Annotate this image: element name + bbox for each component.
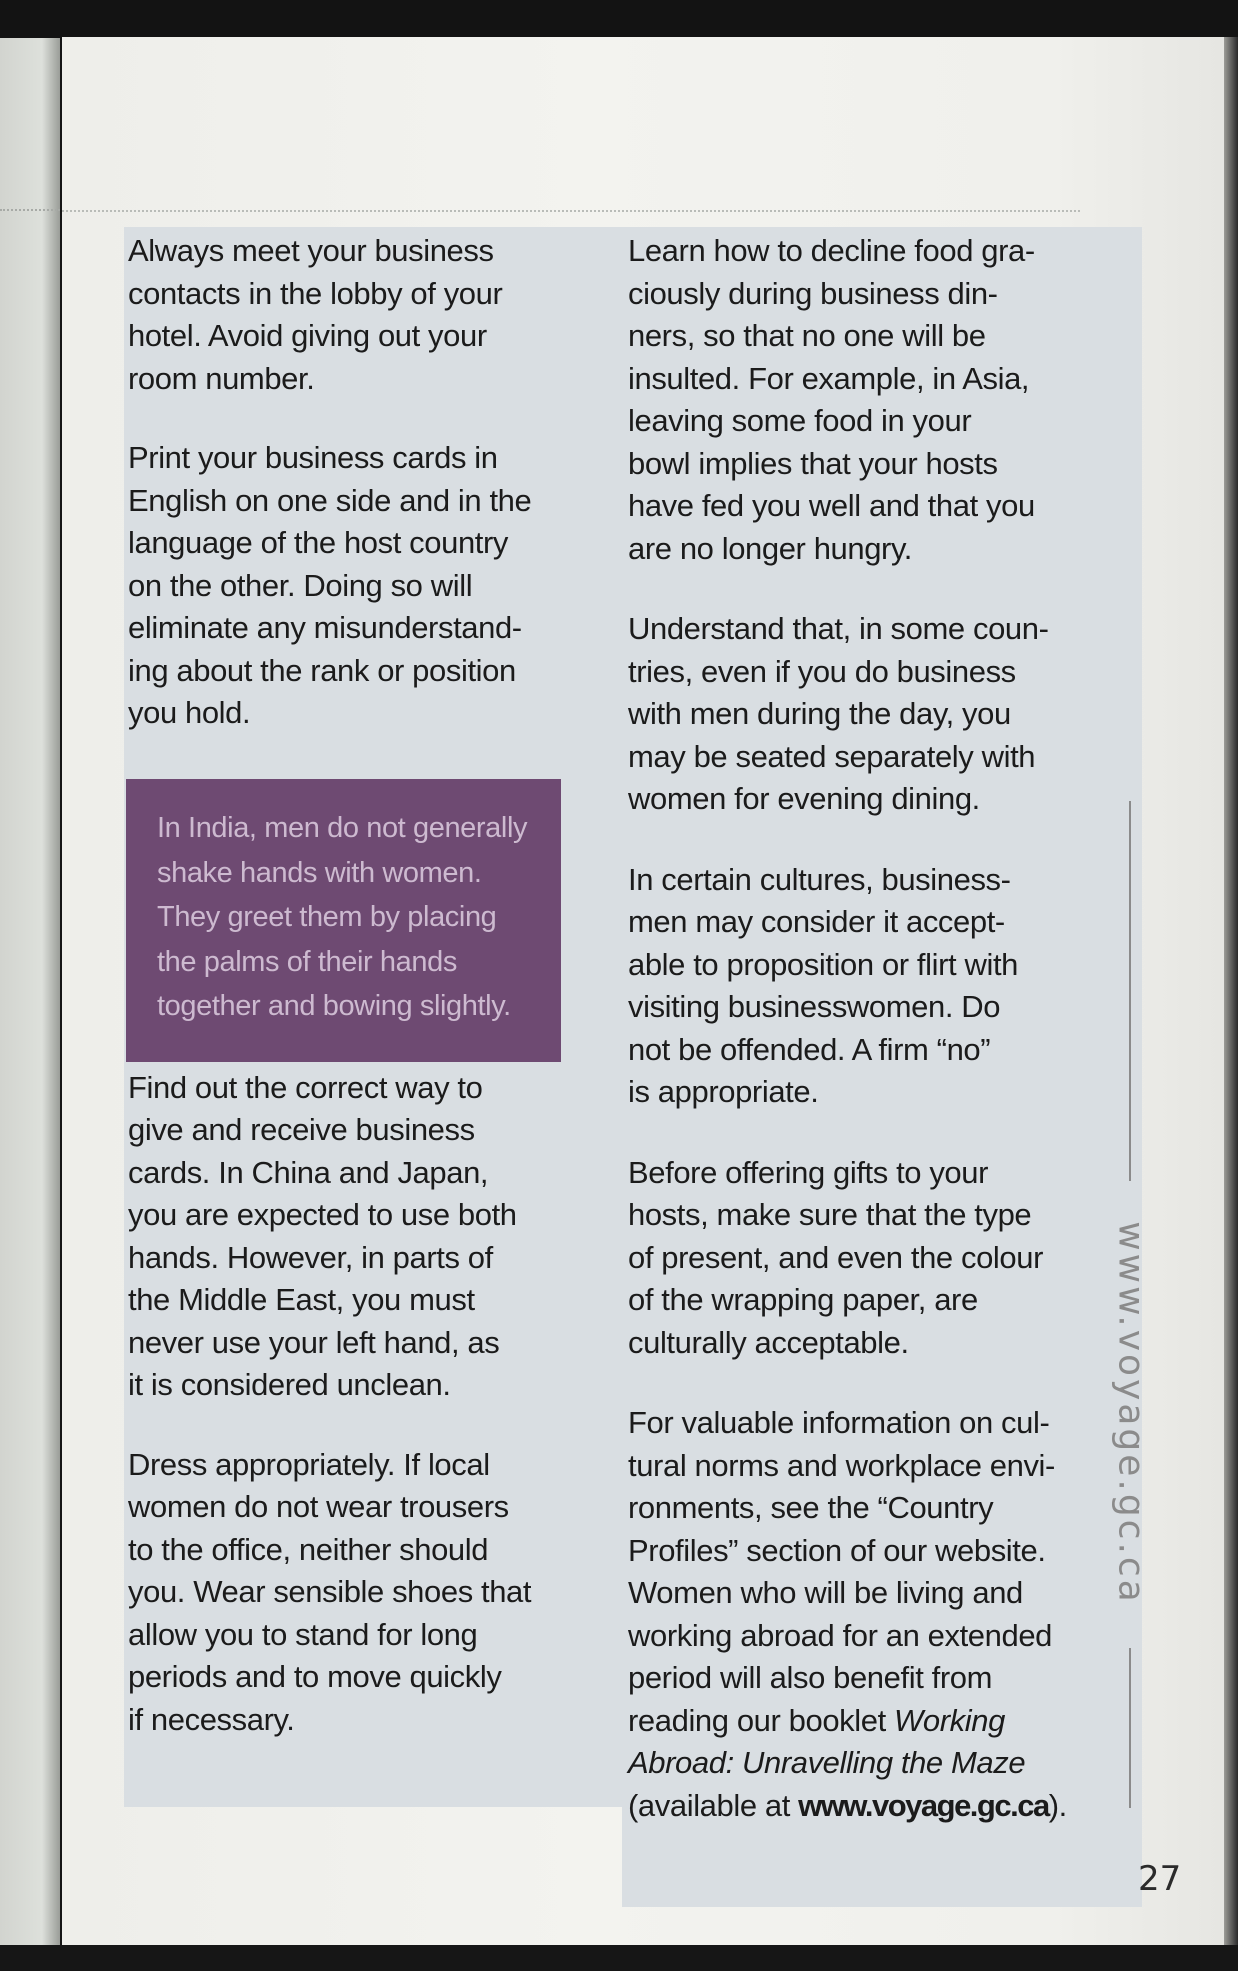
website-link[interactable]: www.voyage.gc.ca [798,1787,1049,1823]
paragraph-more-info [628,1402,1143,1827]
paragraph-dress: Dress appropriately. If local women do not wear trousers to the office, neither should you. Wear sensible shoes that allow you to stand for long periods and to move quickly if necessary. [128,1446,532,1737]
callout-box [126,779,561,1062]
page-number: 27 [1138,1859,1182,1899]
paragraph-business-cards-language: Print your business cards in English on one side and in the language of the host country on the other. Doing so will eliminate any misunderstand- ing about the rank or position you hold. [128,440,532,730]
facing-page-edge [0,38,60,1948]
booklet-title: Working Abroad: Unravelling the Maze [628,1702,1026,1780]
paragraph-decline-food: Learn how to decline food gra- ciously during business din- ners, so that no one will be insulted. For example, in Asia, leaving some food in your bowl implies that your hosts have fed you well and that you are no longer hungry. [628,233,1035,566]
side-url[interactable]: www.voyage.gc.ca [1110,1221,1152,1605]
paragraph-seated-separately: Understand that, in some coun- tries, even if you do business with men during the day, you may be seated separately with women for evening dining. [628,611,1049,816]
dotted-rule [62,210,1080,212]
paragraph-exchange-cards: Find out the correct way to give and receive business cards. In China and Japan, you are expected to use both hands. However, in parts of the Middle East, you must never use your left hand, as it is considered unclean. [128,1069,517,1402]
bottom-shadow [0,1945,1238,1971]
paragraph-proposition: In certain cultures, business- men may consider it accept- able to proposition or flirt with visiting businesswomen. Do not be offended. A firm “no” is appropriate. [628,861,1018,1109]
side-rule-bottom [1129,1648,1131,1808]
more-info-end: ). [1048,1787,1067,1823]
side-url-block [1105,801,1155,1845]
page [62,37,1224,1946]
more-info-lead: For valuable information on cul- tural norms and workplace envi- ronments, see the “Country Profiles” section of our website. Women who will be living and working abroad for an extended period will also benefit from reading our booklet [628,1405,1055,1738]
right-column [628,230,1143,1827]
paragraph-meet-in-lobby: Always meet your business contacts in the lobby of your hotel. Avoid giving out your room number. [128,233,503,396]
side-rule-top [1129,801,1131,1181]
more-info-mid: (available at [628,1787,790,1823]
facing-page-rule [0,209,60,211]
paragraph-gifts: Before offering gifts to your hosts, make sure that the type of present, and even the colour of the wrapping paper, are culturally acceptable. [628,1154,1044,1360]
top-shadow [0,0,1238,40]
callout-text: In India, men do not generally shake hands with women. They greet them by placing the palms of their hands together and bowing slightly. [157,812,528,1022]
